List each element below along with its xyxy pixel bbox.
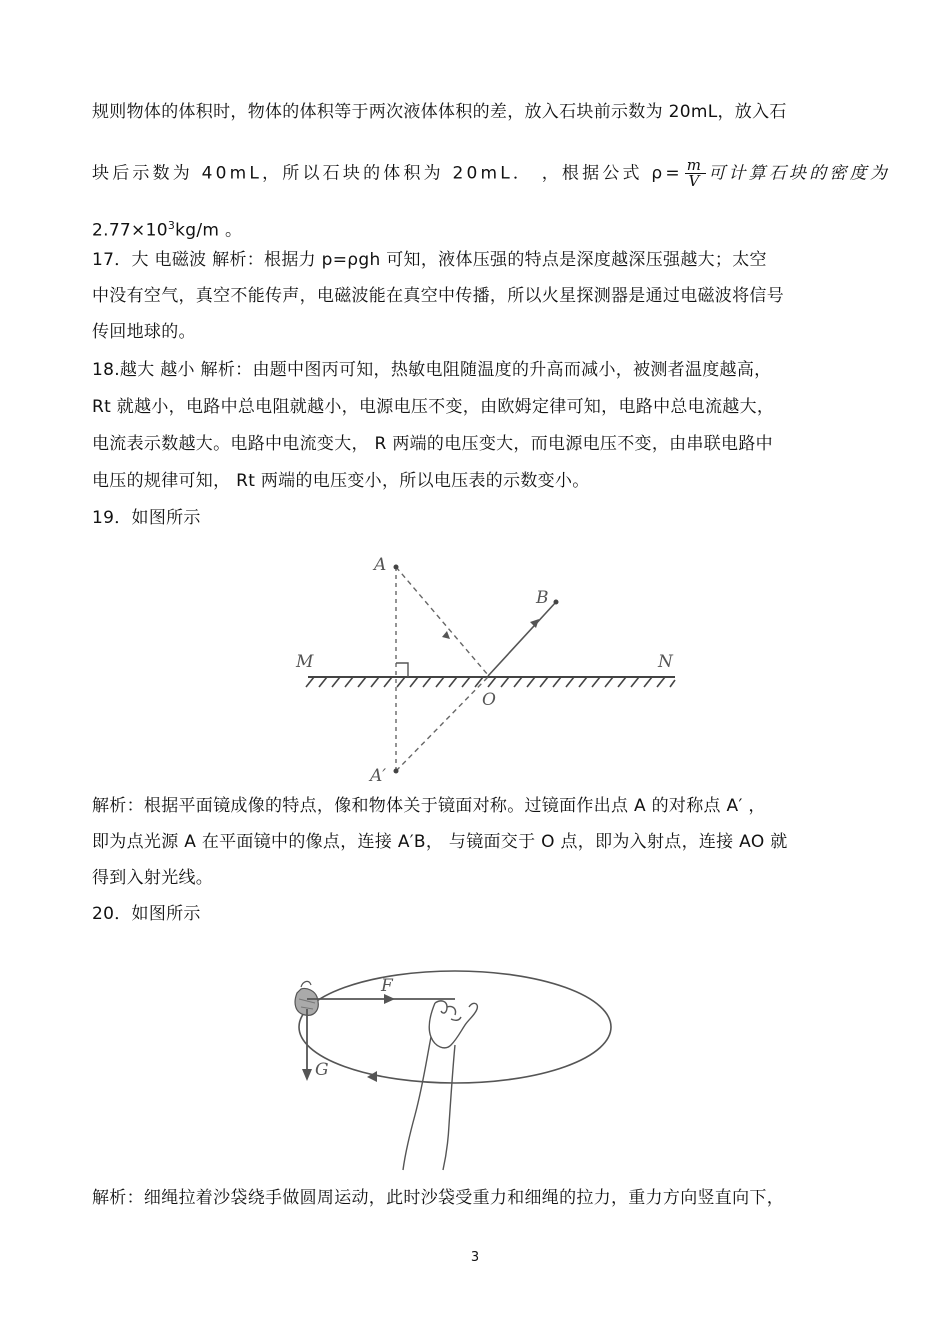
orbit-arrow-head [367, 1071, 377, 1082]
label-g: G [315, 1060, 329, 1080]
label-a: A [374, 555, 387, 575]
q19-heading: 19．如图所示 [92, 508, 201, 528]
reflected-ray [488, 602, 556, 676]
paragraph-line: 规则物体的体积时，物体的体积等于两次液体体积的差，放入石块前示数为 20mL，放入石 [92, 102, 787, 122]
q20-explanation-line: 解析：细绳拉着沙袋绕手做圆周运动，此时沙袋受重力和细绳的拉力，重力方向竖直向下， [92, 1188, 784, 1208]
text-span: kg/m 。 [175, 220, 243, 241]
q20-heading: 20．如图所示 [92, 904, 201, 924]
label-m: M [296, 652, 314, 672]
label-n: N [658, 652, 673, 672]
force-g-arrow [302, 1069, 312, 1081]
paragraph-line [92, 158, 890, 189]
text-span: 可计算石块的密度为 [708, 163, 891, 184]
q17-line: 中没有空气，真空不能传声，电磁波能在真空中传播，所以火星探测器是通过电磁波将信号 [92, 286, 784, 306]
arrow-head [442, 631, 450, 639]
point-a [394, 565, 399, 570]
q19-explanation-line: 得到入射光线。 [92, 868, 214, 888]
virtual-ray [396, 677, 488, 771]
fraction-denominator: V [688, 172, 703, 190]
q18-line: 电流表示数越大。电路中电流变大， R 两端的电压变大，而电源电压不变，由串联电路中 [92, 434, 773, 454]
density-fraction [685, 158, 706, 189]
q19-explanation-line: 即为点光源 A 在平面镜中的像点，连接 A′B， 与镜面交于 O 点，即为入射点，连接 AO 就 [92, 832, 788, 852]
sandbag-circular-motion-diagram [285, 965, 625, 1175]
label-b: B [536, 588, 549, 608]
arrow-head [530, 619, 539, 628]
q19-explanation-line: 解析：根据平面镜成像的特点，像和物体关于镜面对称。过镜面作出点 A 的对称点 A′ ， [92, 796, 766, 816]
point-a-prime [394, 769, 399, 774]
incident-ray [396, 567, 488, 675]
label-f: F [381, 976, 393, 996]
q17-line: 传回地球的。 [92, 322, 196, 342]
right-angle-mark [396, 663, 408, 677]
label-o: O [482, 690, 496, 710]
paragraph-line [92, 214, 242, 243]
text-span: 块后示数为 40mL，所以石块的体积为 20mL． ，根据公式 ρ= [92, 163, 683, 184]
point-b [554, 600, 559, 605]
superscript: 3 [167, 219, 176, 232]
q18-line: 18.越大 越小 解析：由题中图丙可知，热敏电阻随温度的升高而减小，被测者温度越高， [92, 360, 772, 380]
text-span: 2.77×10 [92, 220, 168, 241]
hand-and-arm [403, 1001, 477, 1170]
q18-line: Rt 就越小，电路中总电阻就越小，电源电压不变，由欧姆定律可知，电路中总电流越大， [92, 397, 775, 417]
fraction-numerator: m [686, 156, 705, 174]
label-a-prime: A′ [370, 766, 387, 786]
q18-line: 电压的规律可知， Rt 两端的电压变小，所以电压表的示数变小。 [92, 471, 590, 491]
q17-line: 17．大 电磁波 解析：根据力 p=ρgh 可知，液体压强的特点是深度越深压强越大；太空 [92, 250, 767, 270]
mirror-hatching [306, 677, 675, 687]
mirror-reflection-diagram [290, 545, 690, 810]
orbit-path [299, 971, 611, 1083]
page-number: 3 [470, 1250, 480, 1265]
